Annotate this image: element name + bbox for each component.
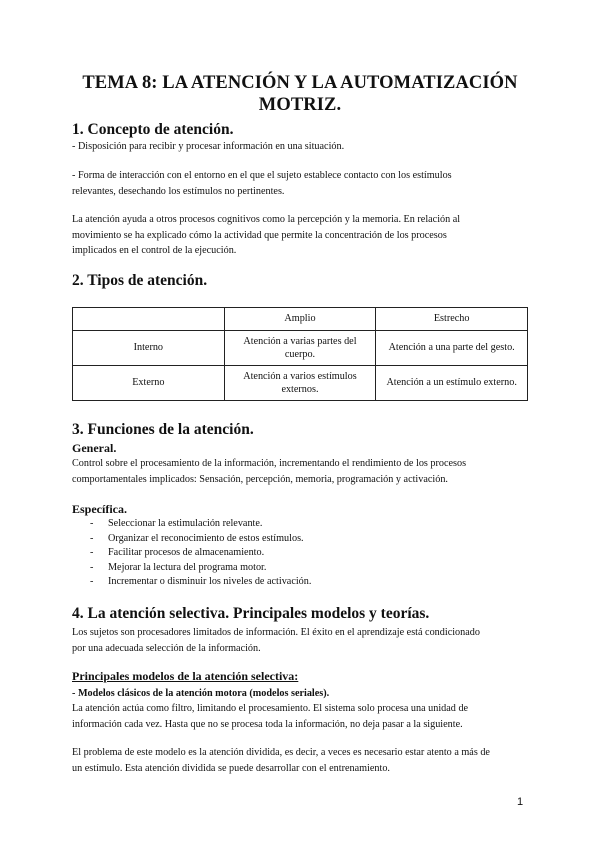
section-3-heading: 3. Funciones de la atención.	[72, 421, 254, 438]
table-header-cell: Amplio	[224, 308, 376, 331]
models-heading: Principales modelos de la atención selectiva:	[72, 669, 299, 683]
classic-models-heading: - Modelos clásicos de la atención motora (modelos seriales).	[72, 688, 330, 699]
specific-heading: Específica.	[72, 502, 127, 516]
table-row	[73, 331, 528, 366]
classic-models-paragraph	[72, 701, 532, 732]
general-heading: General.	[72, 441, 117, 455]
section-1-paragraph	[72, 212, 532, 259]
attention-types-table	[72, 307, 528, 401]
problem-line-2: un estímulo. Esta atención dividida se puede desarrollar con el entrenamiento.	[72, 762, 390, 774]
intro-line-2: por una adecuada selección de la información.	[72, 642, 261, 654]
table-row	[73, 366, 528, 401]
list-item: - Mejorar la lectura del programa motor.	[72, 561, 311, 576]
section-1-heading: 1. Concepto de atención.	[72, 121, 234, 138]
definition-2	[72, 168, 532, 199]
definition-2-line-1: - Forma de interacción con el entorno en el que el sujeto establece contacto con los estímulos	[72, 170, 452, 181]
table-cell: Interno	[73, 331, 225, 366]
classic-line-2: información cada vez. Hasta que no se procesa toda la información, no deja pasar a la siguiente.	[72, 718, 463, 730]
list-item: - Incrementar o disminuir los niveles de activación.	[72, 575, 311, 590]
problem-line-1: El problema de este modelo es la atención dividida, es decir, a veces es necesario estar atento a más de	[72, 747, 490, 758]
document-title	[60, 72, 540, 116]
list-item: - Organizar el reconocimiento de estos estímulos.	[72, 532, 311, 547]
paragraph-line-3: implicados en el control de la ejecución.	[72, 245, 237, 256]
title-line-2: MOTRIZ.	[258, 95, 342, 115]
table-header-cell: Estrecho	[376, 308, 528, 331]
list-item: - Facilitar procesos de almacenamiento.	[72, 546, 311, 561]
section-4-heading: 4. La atención selectiva. Principales modelos y teorías.	[72, 605, 430, 622]
general-paragraph	[72, 456, 532, 487]
classic-line-1: La atención actúa como filtro, limitando el procesamiento. El sistema solo procesa una unidad de	[72, 703, 469, 714]
page-number: 1	[517, 796, 524, 808]
paragraph-line-1: La atención ayuda a otros procesos cognitivos como la percepción y la memoria. En relación al	[72, 214, 461, 225]
intro-line-1: Los sujetos son procesadores limitados de información. El éxito en el aprendizaje está condicionado	[72, 627, 480, 638]
specific-functions-list	[72, 517, 311, 590]
section-4-intro	[72, 625, 532, 656]
general-line-1: Control sobre el procesamiento de la información, incrementando el rendimiento de los procesos	[72, 458, 467, 469]
title-line-1: TEMA 8: LA ATENCIÓN Y LA AUTOMATIZACIÓN	[82, 73, 518, 93]
table-cell: Atención a varias partes del cuerpo.	[224, 331, 376, 366]
table-cell: Atención a un estímulo externo.	[376, 366, 528, 401]
table-cell: Externo	[73, 366, 225, 401]
divided-attention-paragraph	[72, 745, 532, 776]
definition-1: - Disposición para recibir y procesar información en una situación.	[72, 141, 345, 152]
table-cell: Atención a varios estímulos externos.	[224, 366, 376, 401]
table-header-row	[73, 308, 528, 331]
table-cell: Atención a una parte del gesto.	[376, 331, 528, 366]
table-header-cell	[73, 308, 225, 331]
list-item: - Seleccionar la estimulación relevante.	[72, 517, 311, 532]
section-2-heading: 2. Tipos de atención.	[72, 272, 208, 289]
paragraph-line-2: movimiento se ha explicado cómo la actividad que permite la concentración de los procesos	[72, 229, 447, 241]
definition-2-line-2: relevantes, desechando los estímulos no pertinentes.	[72, 185, 285, 197]
general-line-2: comportamentales implicados: Sensación, percepción, memoria, programación y activación.	[72, 473, 448, 485]
